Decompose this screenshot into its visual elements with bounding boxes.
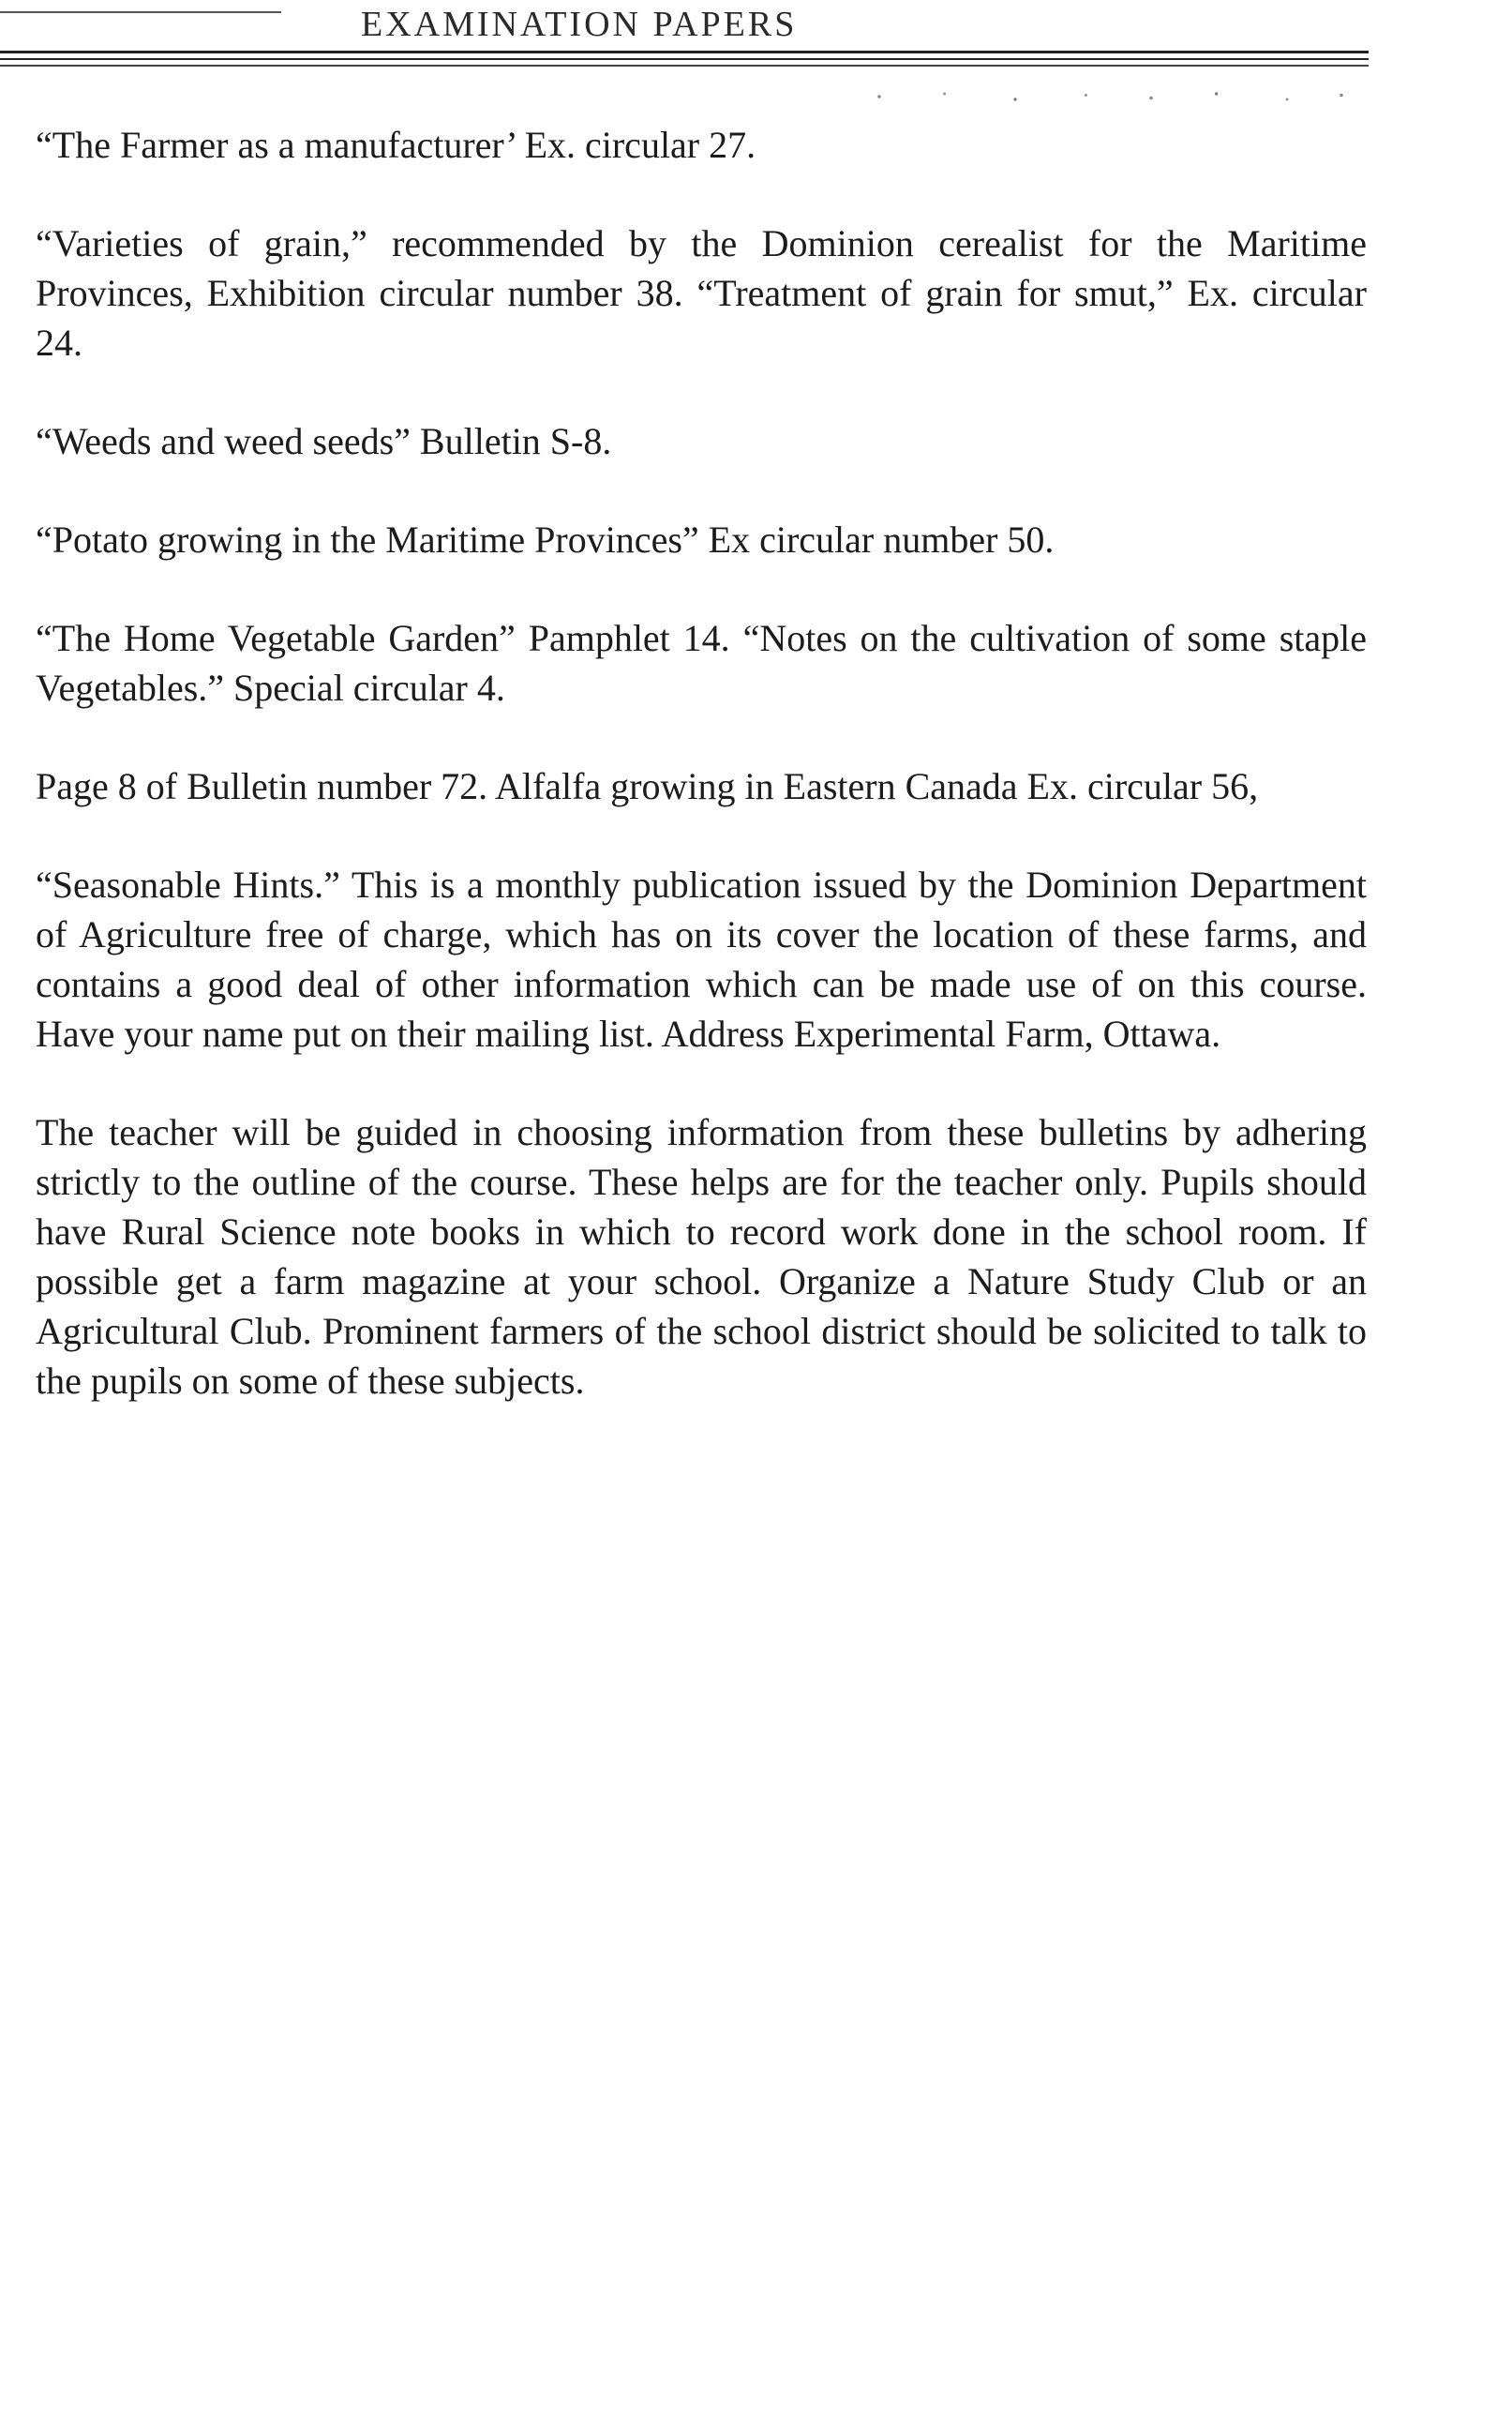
header-short-rule — [0, 11, 281, 13]
paragraph-farmer-manufacturer: “The Farmer as a manufacturer’ Ex. circular 27. — [36, 124, 756, 166]
paragraph-varieties-of-grain: “Varieties of grain,” recommended by the Dominion cerealist for the Maritime Provinces, Exhibition circular number 38. “Treatment of grain for smut,” Ex. circular 24. — [36, 222, 1367, 364]
paragraph-weeds: “Weeds and weed seeds” Bulletin S-8. — [36, 420, 612, 462]
paragraph-seasonable-hints: “Seasonable Hints.” This is a monthly publication issued by the Dominion Department of Agriculture free of charge, which has on its cover the location of these farms, and contains a good deal of other information which can be made use of on this course. Have your name put on their mailing list. Address Experimental Farm, Ottawa. — [36, 864, 1367, 1055]
print-speckle-artifact — [825, 83, 1369, 111]
header-rule-middle — [0, 58, 1369, 60]
paragraph-home-vegetable-garden: “The Home Vegetable Garden” Pamphlet 14. “Notes on the cultivation of some staple Vegetables.” Special circular 4. — [36, 617, 1367, 709]
paragraph-teacher-guidance: The teacher will be guided in choosing information from these bulletins by adhering strictly to the outline of the course. These helps are for the teacher only. Pupils should have Rural Science note books in which to record work done in the school room. If possible get a farm magazine at your school. Organize a Nature Study Club or an Agricultural Club. Prominent farmers of the school district should be solicited to talk to the pupils on some of these subjects. — [36, 1111, 1367, 1402]
body-text — [36, 120, 1367, 1406]
paragraph-potato-growing: “Potato growing in the Maritime Provinces” Ex circular number 50. — [36, 519, 1055, 561]
header-rule-bottom — [0, 65, 1369, 67]
paragraph-bulletin-72: Page 8 of Bulletin number 72. Alfalfa growing in Eastern Canada Ex. circular 56, — [36, 765, 1259, 807]
running-head — [0, 0, 1369, 56]
page-title: EXAMINATION PAPERS — [361, 5, 798, 44]
header-rule-top — [0, 51, 1369, 53]
